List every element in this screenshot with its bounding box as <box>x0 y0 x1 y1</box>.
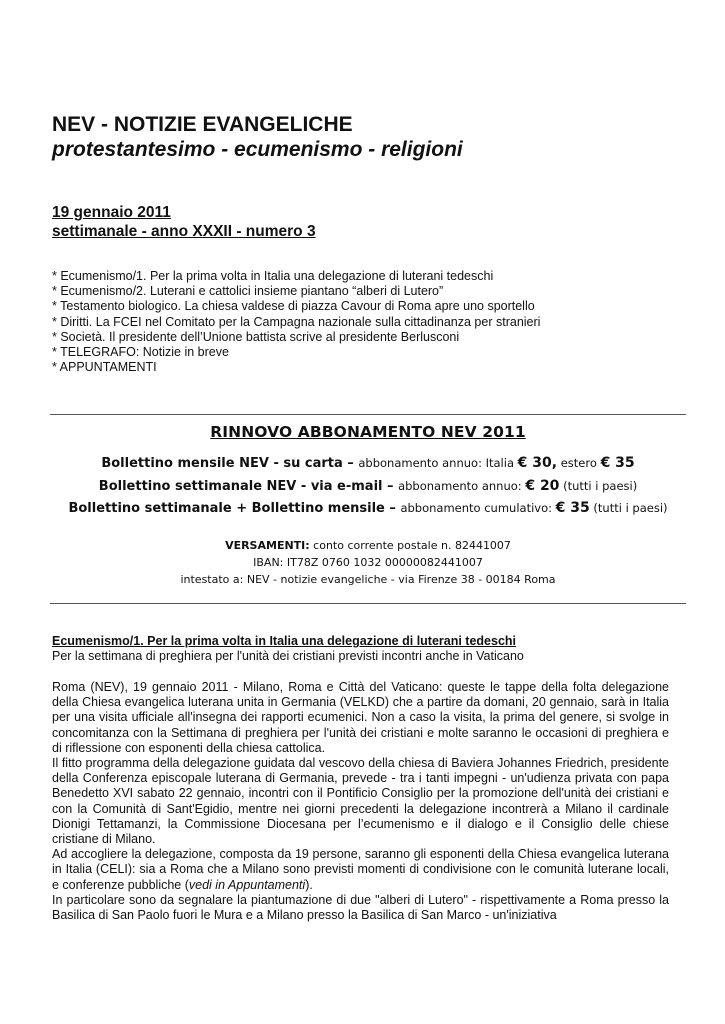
subscription-text: abbonamento cumulativo: <box>400 501 556 515</box>
article-paragraph: Roma (NEV), 19 gennaio 2011 - Milano, Roma e Città del Vaticano: queste le tappe della folta delegazione della Chiesa evangelica luterana unita in Germania (VELKD) che a partire da domani, 20 gennaio, sarà in Italia per una visita ufficiale all'insegna dei rapporti ecumenici. Non a caso la visita, la prima del genere, si svolge in concomitanza con la Settimana di preghiera per l'unità dei cristiani e molte saranno le occasioni di preghiera e di riflessione con esponenti della chiesa cattolica. <box>52 680 669 755</box>
subscription-line-combined <box>50 500 686 516</box>
article-italic-text: vedi in Appuntamenti <box>188 877 306 892</box>
toc-item: * Società. Il presidente dell’Unione battista scrive al presidente Berlusconi <box>52 329 460 344</box>
subscription-price: € 30, <box>517 455 558 471</box>
subscription-dash: – <box>382 479 399 494</box>
article-paragraph <box>52 847 669 893</box>
masthead-title: NEV - NOTIZIE EVANGELICHE <box>52 113 353 136</box>
payment-label: VERSAMENTI: <box>225 539 310 552</box>
subscription-text: abbonamento annuo: <box>398 479 526 493</box>
article-subtitle: Per la settimana di preghiera per l'unità dei cristiani previsti incontri anche in Vaticano <box>52 649 524 664</box>
subscription-product: Bollettino settimanale + Bollettino mensile <box>68 501 385 516</box>
toc-item: * APPUNTAMENTI <box>52 360 157 375</box>
toc-item: * Diritti. La FCEI nel Comitato per la Campagna nazionale sulla cittadinanza per stranieri <box>52 314 541 329</box>
subscription-price: € 35 <box>600 455 635 471</box>
article-text: Ad accogliere la delegazione, composta da 19 persone, saranno gli esponenti della Chiesa evangelica luterana in Italia (CELI): sia a Roma che a Milano sono previsti momenti di condivisione con le comunità luterane locali, e conferenze pubbliche ( <box>52 847 669 892</box>
masthead-subtitle: protestantesimo - ecumenismo - religioni <box>52 138 463 161</box>
subscription-text: (tutti i paesi) <box>559 479 638 493</box>
issue-info <box>52 203 316 241</box>
subscription-line-email <box>50 478 686 494</box>
issue-date: 19 gennaio 2011 <box>52 204 171 221</box>
masthead <box>52 112 463 162</box>
subscription-dash: – <box>342 456 359 471</box>
subscription-product: Bollettino settimanale NEV - via e-mail <box>98 479 383 494</box>
divider-top <box>50 414 686 415</box>
subscription-product: Bollettino mensile NEV - su carta <box>101 456 343 471</box>
article-paragraph: Il fitto programma della delegazione guidata dal vescovo della chiesa di Baviera Johannes Friedrich, presidente della Conferenza episcopale luterana di Germania, prevede - tra i tanti impegni - un'udienza privata con papa Benedetto XVI sabato 22 gennaio, incontri con il Pontificio Consiglio per la promozione dell'unità dei cristiani e con la Comunità di Sant'Egidio, mentre nei giorni precedenti la delegazione incontrerà a Milano il cardinale Dionigi Tettamanzi, la Commissione Diocesana per l’ecumenismo e il dialogo e il Consiglio delle chiese cristiane di Milano. <box>52 756 669 847</box>
subscription-dash: – <box>384 501 401 516</box>
toc-item: * Ecumenismo/2. Luterani e cattolici insieme piantano “alberi di Lutero” <box>52 284 444 299</box>
payment-account: conto corrente postale n. 82441007 <box>309 539 511 552</box>
payment-iban: IBAN: IT78Z 0760 1032 00000082441007 <box>253 556 483 569</box>
subscription-price: € 20 <box>525 478 560 494</box>
subscription-title: RINNOVO ABBONAMENTO NEV 2011 <box>210 423 526 441</box>
subscription-text: (tutti i paesi) <box>589 501 668 515</box>
article-title: Ecumenismo/1. Per la prima volta in Italia una delegazione di luterani tedeschi <box>52 634 517 648</box>
table-of-contents <box>52 269 540 375</box>
article-paragraph: In particolare sono da segnalare la piantumazione di due "alberi di Lutero" - rispettivamente a Roma presso la Basilica di San Paolo fuori le Mura e a Milano presso la Basilica di San Marco - un'iniziativa <box>52 892 669 923</box>
subscription-line-paper <box>50 455 686 471</box>
payment-holder: intestato a: NEV - notizie evangeliche - via Firenze 38 - 00184 Roma <box>180 573 556 586</box>
toc-item: * Testamento biologico. La chiesa valdese di piazza Cavour di Roma apre uno sportello <box>52 299 535 314</box>
divider-bottom <box>50 603 686 604</box>
payment-info <box>50 537 686 588</box>
toc-item: * TELEGRAFO: Notizie in breve <box>52 345 229 360</box>
issue-edition: settimanale - anno XXXII - numero 3 <box>52 223 316 240</box>
article-body <box>52 680 669 923</box>
subscription-text: abbonamento annuo: Italia <box>358 456 518 470</box>
toc-item: * Ecumenismo/1. Per la prima volta in Italia una delegazione di luterani tedeschi <box>52 269 494 283</box>
subscription-text: estero <box>557 456 601 470</box>
subscription-price: € 35 <box>555 500 590 516</box>
article-header <box>52 634 669 664</box>
article-text: ). <box>305 877 313 892</box>
